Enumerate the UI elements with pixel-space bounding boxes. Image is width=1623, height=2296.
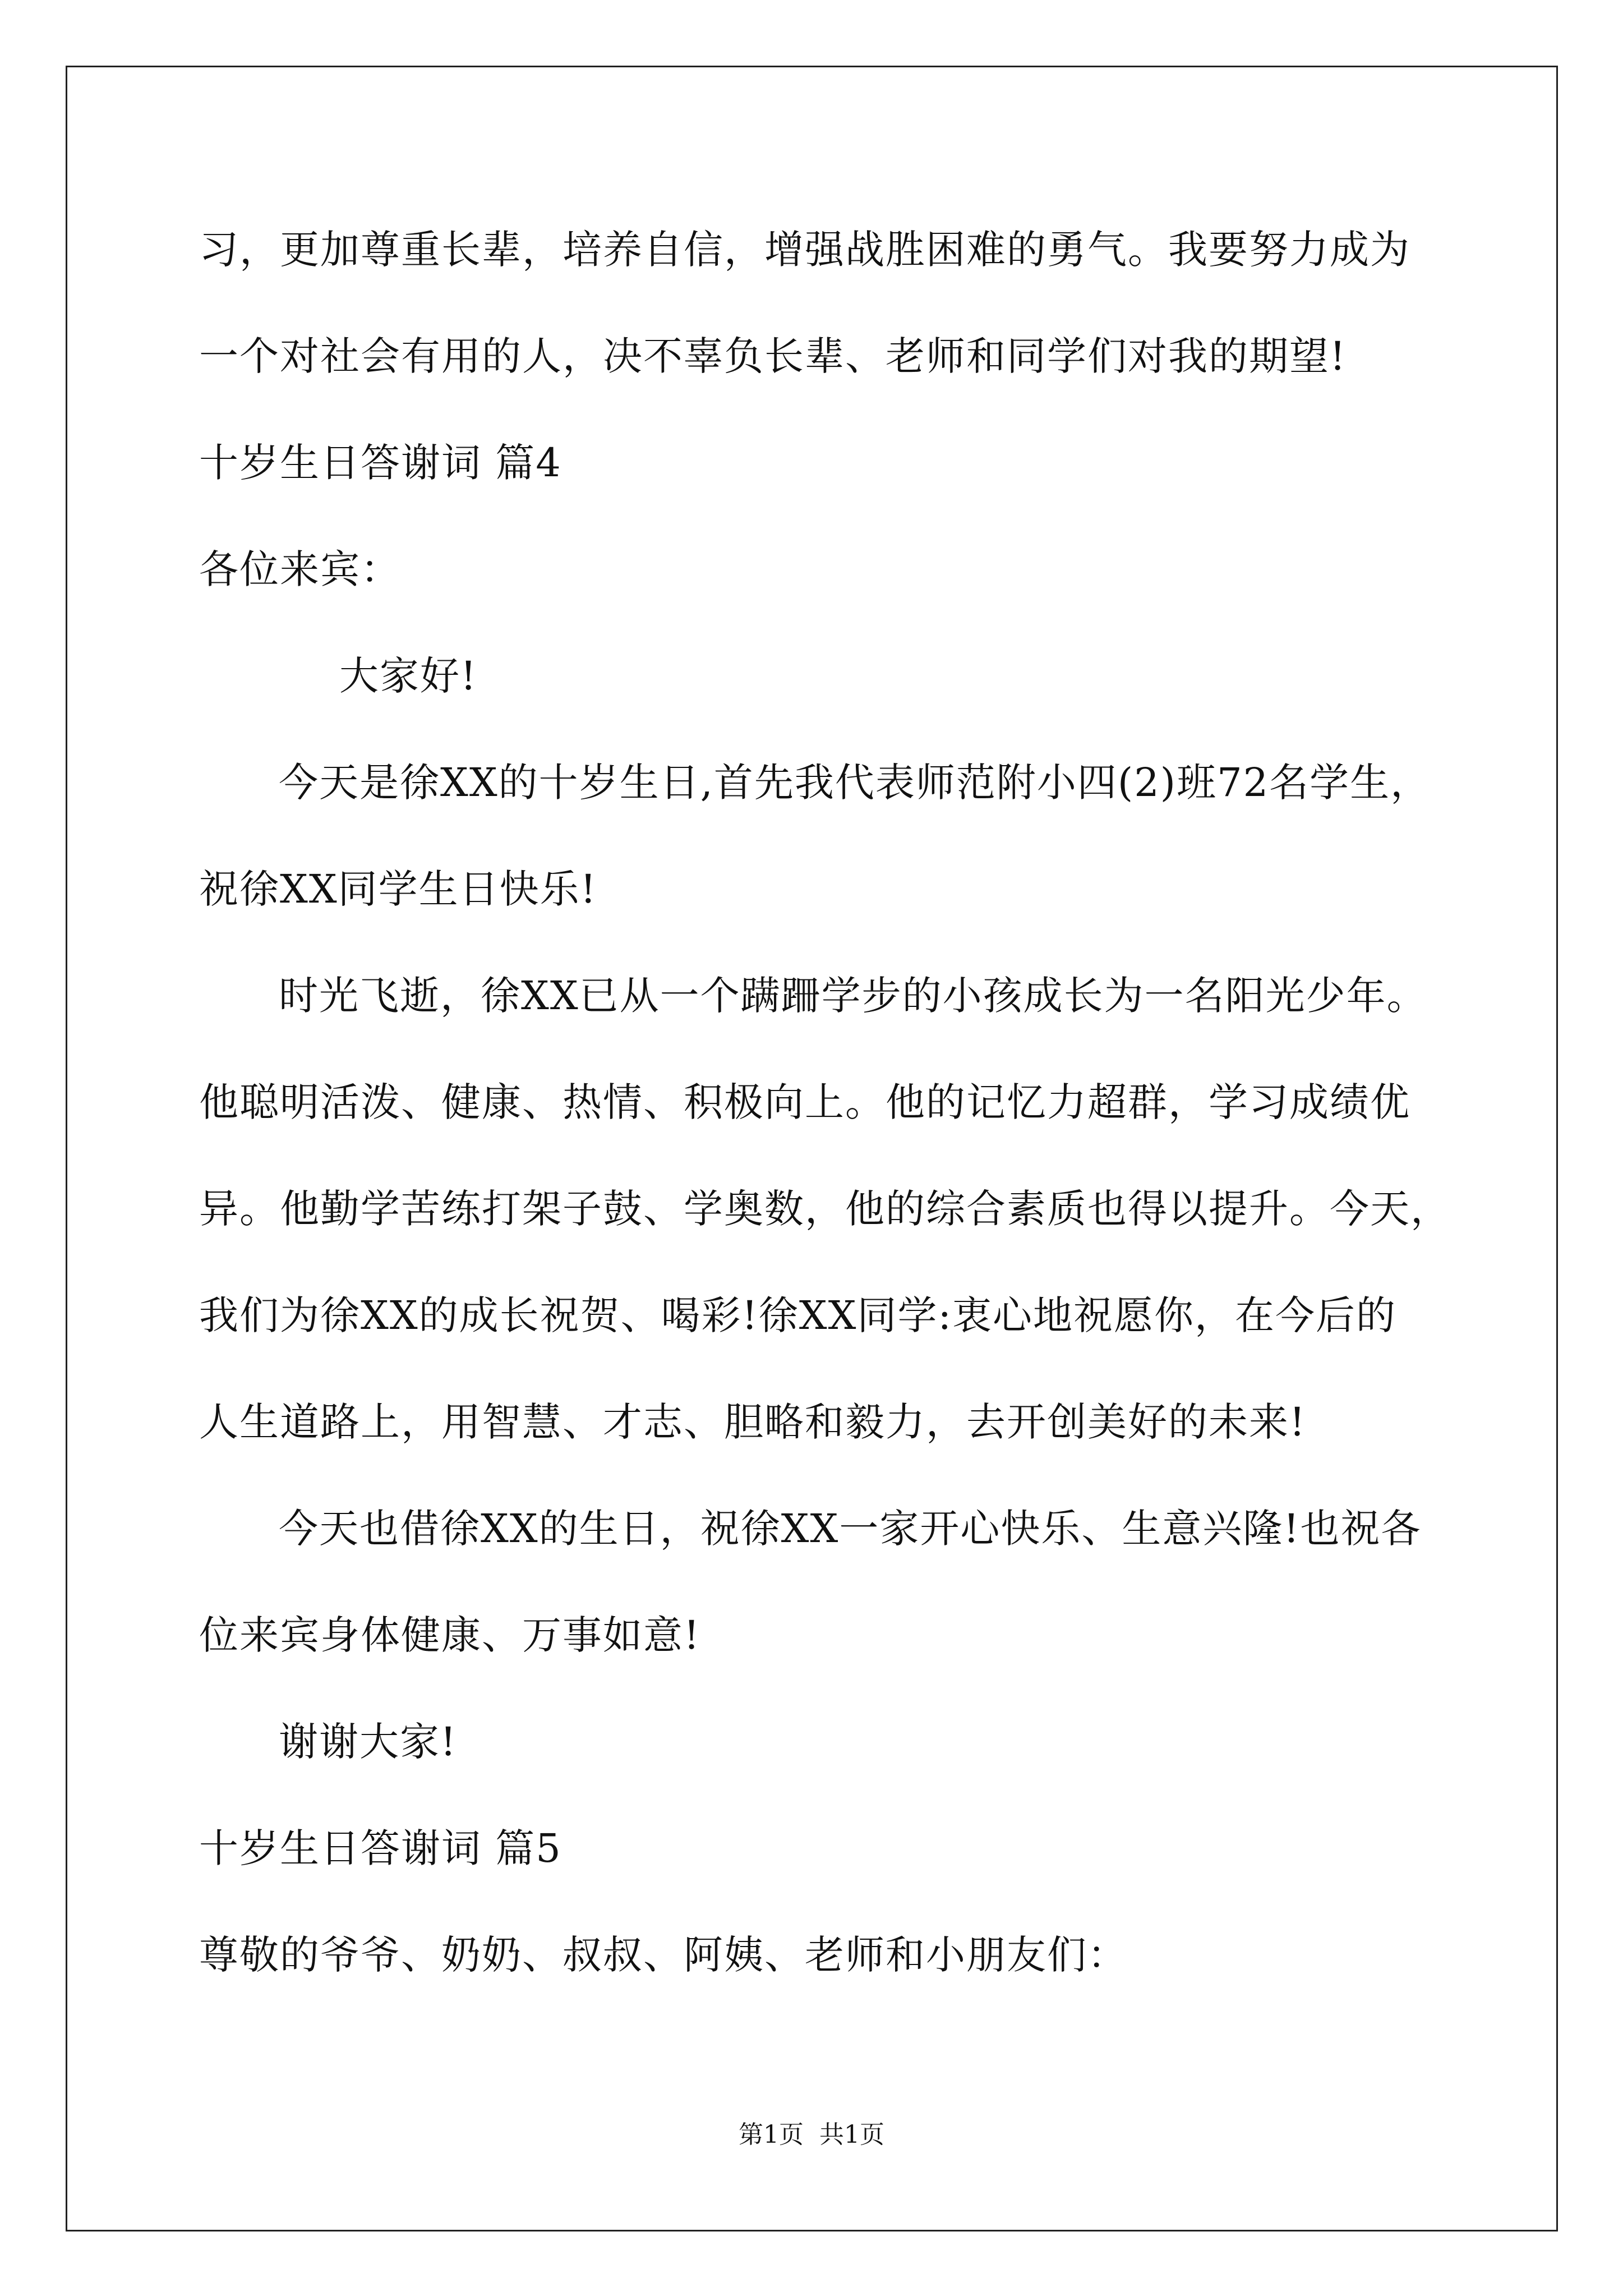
page-number: 第1页 [739,2120,804,2149]
body-line-2: 一个对社会有用的人，决不辜负长辈、老师和同学们对我的期望! [199,333,1347,379]
body-line-9: 人生道路上，用智慧、才志、胆略和毅力，去开创美好的未来! [199,1399,1307,1445]
thanks-line: 谢谢大家! [279,1719,458,1765]
page-border [66,66,1558,2231]
salutation-line-2: 尊敬的爷爷、奶奶、叔叔、阿姨、老师和小朋友们： [199,1932,1128,1978]
body-line-5: 时光飞逝，徐XX已从一个蹒跚学步的小孩成长为一名阳光少年。 [279,973,1427,1019]
body-line-3: 今天是徐XX的十岁生日,首先我代表师范附小四(2)班72名学生， [279,760,1431,806]
body-line-6: 他聪明活泼、健康、热情、积极向上。他的记忆力超群，学习成绩优 [199,1079,1410,1125]
body-line-1: 习，更加尊重长辈，培养自信，增强战胜困难的勇气。我要努力成为 [199,227,1410,273]
section-heading-5: 十岁生日答谢词 篇5 [199,1825,562,1871]
body-line-8: 我们为徐XX的成长祝贺、喝彩!徐XX同学:衷心地祝愿你，在今后的 [199,1292,1397,1338]
body-line-4: 祝徐XX同学生日快乐! [199,866,597,912]
body-line-10: 今天也借徐XX的生日，祝徐XX一家开心快乐、生意兴隆!也祝各 [279,1506,1422,1552]
page-footer [0,2119,1623,2151]
salutation-line: 各位来宾： [199,546,401,592]
section-heading-4: 十岁生日答谢词 篇4 [199,440,562,486]
body-line-11: 位来宾身体健康、万事如意! [199,1612,701,1658]
page-total: 共1页 [819,2120,884,2149]
greeting-line: 大家好! [339,653,478,699]
body-line-7: 异。他勤学苦练打架子鼓、学奥数，他的综合素质也得以提升。今天， [199,1186,1451,1232]
